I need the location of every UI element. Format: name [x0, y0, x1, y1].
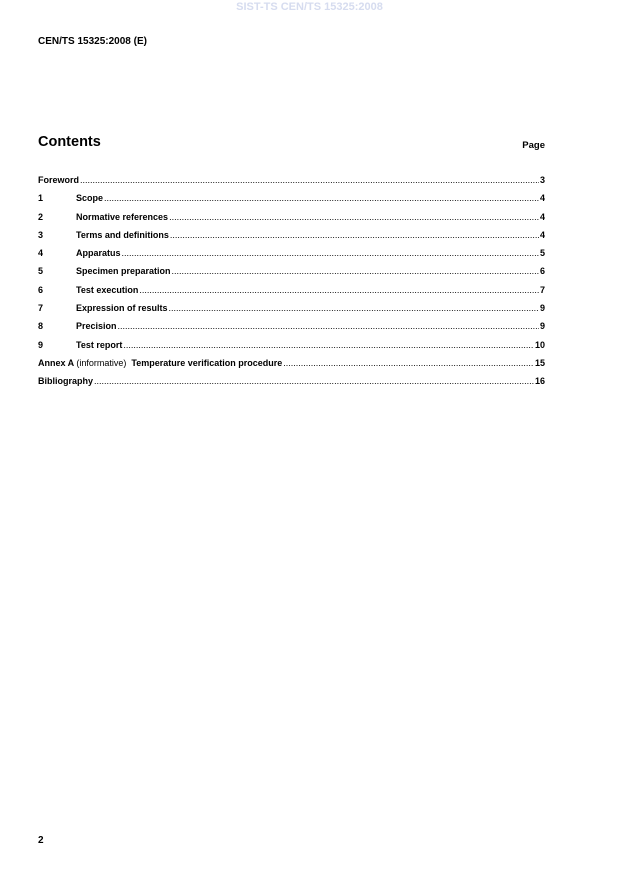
- toc-leader-dots: [123, 339, 534, 352]
- toc-entry-label: Scope: [76, 193, 104, 204]
- toc-leader-dots: [139, 284, 539, 297]
- toc-leader-dots: [94, 375, 534, 388]
- toc-entry-number: 4: [38, 248, 44, 259]
- toc-entry-terms-and-definitions[interactable]: [38, 229, 545, 247]
- toc-entry-page: 5: [539, 248, 545, 259]
- table-of-contents: [38, 174, 545, 394]
- toc-entry-page: 9: [539, 303, 545, 314]
- toc-entry-bibliography[interactable]: [38, 375, 545, 393]
- toc-entry-number: 8: [38, 321, 44, 332]
- toc-leader-dots: [283, 357, 534, 370]
- page-number: 2: [38, 835, 44, 846]
- toc-entry-page: 4: [539, 229, 545, 240]
- toc-leader-dots: [122, 247, 539, 260]
- toc-entry-expression-of-results[interactable]: [38, 302, 545, 320]
- toc-entry-specimen-preparation[interactable]: [38, 265, 545, 283]
- toc-entry-apparatus[interactable]: [38, 247, 545, 265]
- toc-leader-dots: [118, 320, 539, 333]
- toc-entry-annex-a[interactable]: [38, 357, 545, 375]
- toc-entry-page: 4: [539, 193, 545, 204]
- toc-leader-dots: [170, 229, 539, 242]
- toc-entry-page: 6: [539, 266, 545, 277]
- page-column-heading: Page: [522, 140, 545, 151]
- toc-entry-label: Specimen preparation: [76, 266, 171, 277]
- toc-entry-page: 3: [539, 175, 545, 185]
- annex-note: (informative): [76, 357, 127, 368]
- toc-entry-label: Test execution: [76, 284, 139, 295]
- toc-entry-precision[interactable]: [38, 320, 545, 338]
- toc-entry-number: 2: [38, 211, 44, 222]
- document-id: CEN/TS 15325:2008 (E): [38, 36, 147, 47]
- toc-entry-label: Foreword: [38, 175, 80, 185]
- toc-leader-dots: [104, 192, 539, 205]
- toc-entry-test-execution[interactable]: [38, 284, 545, 302]
- toc-entry-page: 7: [539, 284, 545, 295]
- toc-entry-scope[interactable]: [38, 192, 545, 210]
- toc-entry-label: Terms and definitions: [76, 229, 169, 240]
- toc-entry-number: 7: [38, 303, 44, 314]
- toc-entry-label: Bibliography: [38, 376, 94, 387]
- toc-entry-page: 10: [534, 339, 545, 350]
- toc-entry-number: 1: [38, 193, 44, 204]
- toc-entry-label: Apparatus: [76, 248, 121, 259]
- watermark: SIST-TS CEN/TS 15325:2008: [236, 1, 383, 13]
- toc-entry-page: 15: [534, 357, 545, 368]
- toc-entry-label: Precision: [76, 321, 117, 332]
- toc-entry-page: 16: [534, 376, 545, 387]
- toc-entry-page: 4: [539, 211, 545, 222]
- contents-title: Contents: [38, 134, 101, 150]
- toc-leader-dots: [80, 174, 539, 187]
- toc-entry-normative-references[interactable]: [38, 211, 545, 229]
- toc-leader-dots: [169, 211, 539, 224]
- toc-entry-label: [38, 357, 282, 370]
- toc-entry-foreword[interactable]: [38, 174, 545, 192]
- toc-entry-page: 9: [539, 321, 545, 332]
- toc-entry-label: Normative references: [76, 211, 169, 222]
- annex-title: Temperature verification procedure: [131, 357, 283, 368]
- toc-entry-number: 5: [38, 266, 44, 277]
- toc-entry-number: 9: [38, 339, 44, 350]
- toc-entry-label: Test report: [76, 339, 123, 350]
- toc-entry-label: Expression of results: [76, 303, 168, 314]
- toc-leader-dots: [172, 265, 539, 278]
- toc-leader-dots: [169, 302, 539, 315]
- toc-entry-test-report[interactable]: [38, 339, 545, 357]
- toc-entry-number: 6: [38, 284, 44, 295]
- toc-entry-number: 3: [38, 229, 44, 240]
- annex-prefix: Annex A: [38, 357, 74, 368]
